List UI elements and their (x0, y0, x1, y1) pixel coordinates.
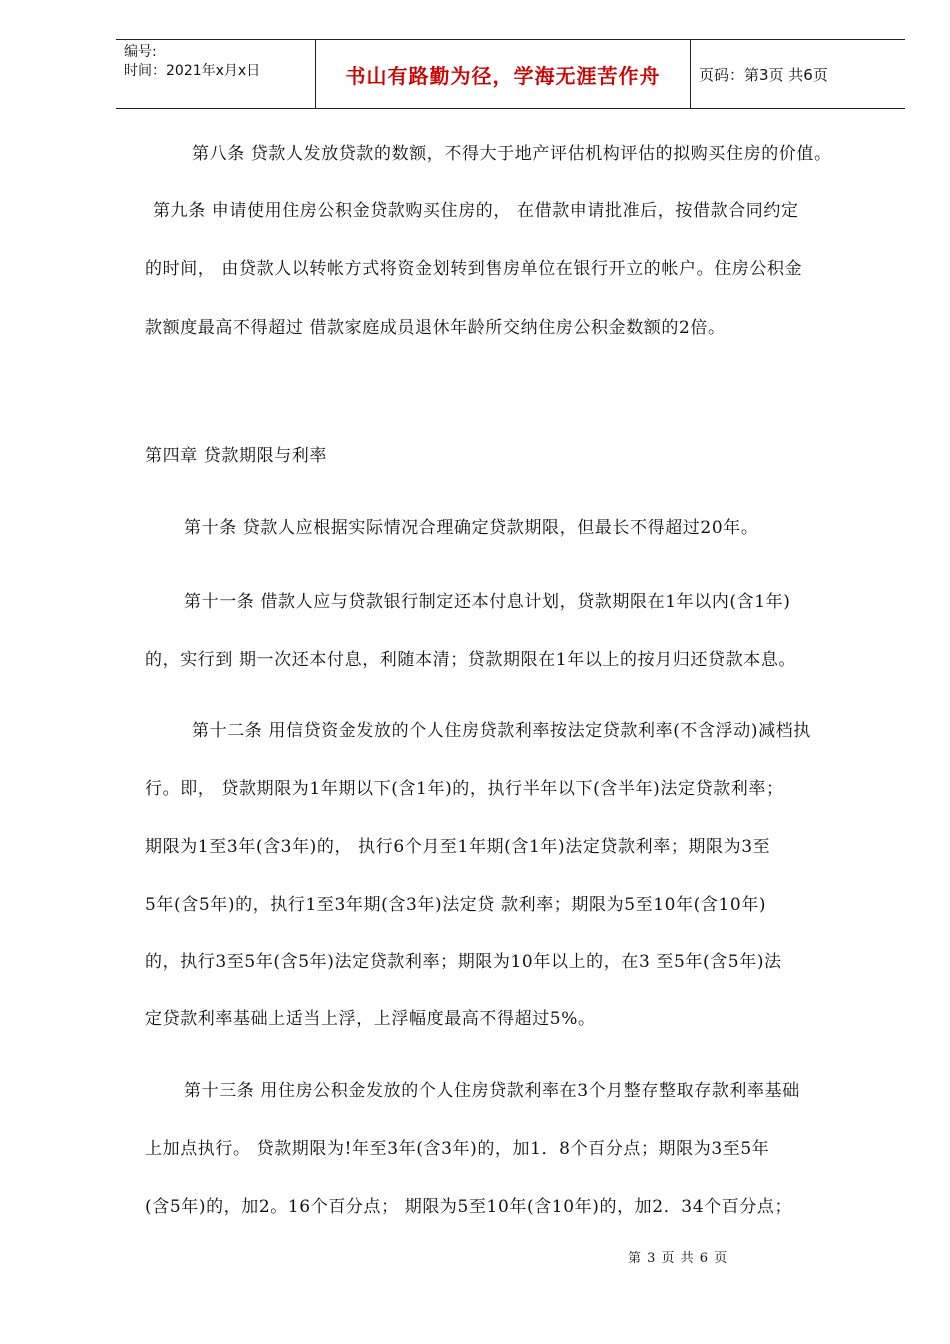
date-label: 时间：2021年x月x日 (124, 63, 261, 79)
header-page-info: 页码：第3页 共6页 (699, 65, 828, 84)
page-header (116, 39, 905, 109)
chapter-4-heading: 第四章 贷款期限与利率 (145, 446, 328, 466)
article-12-line-6: 定贷款利率基础上适当上浮，上浮幅度最高不得超过5%。 (145, 1009, 596, 1029)
article-11-line-2: 的，实行到 期一次还本付息，利随本清；贷款期限在1年以上的按月归还贷款本息。 (145, 650, 797, 670)
article-13-line-3: (含5年)的，加2。16个百分点； 期限为5至10年(含10年)的，加2．34个百分点； (145, 1197, 793, 1217)
article-9-line-2: 的时间， 由贷款人以转帐方式将资金划转到售房单位在银行开立的帐户。住房公积金 (145, 259, 803, 279)
article-9-line-1: 第九条 申请使用住房公积金贷款购买住房的， 在借款申请批准后，按借款合同约定 (153, 201, 799, 221)
article-12-line-4: 5年(含5年)的，执行1至3年期(含3年)法定贷 款利率；期限为5至10年(含10年) (145, 895, 767, 915)
article-12-line-2: 行。即， 贷款期限为1年期以下(含1年)的，执行半年以下(含半年)法定贷款利率； (145, 779, 784, 799)
article-13-line-2: 上加点执行。 贷款期限为!年至3年(含3年)的，加1．8个百分点；期限为3至5年 (145, 1139, 770, 1159)
article-12-line-1: 第十二条 用信贷资金发放的个人住房贷款利率按法定贷款利率(不含浮动)减档执 (192, 721, 811, 741)
header-motto: 书山有路勤为径，学海无涯苦作舟 (316, 40, 691, 108)
article-11-line-1: 第十一条 借款人应与贷款银行制定还本付息计划，贷款期限在1年以内(含1年) (184, 592, 791, 612)
article-8-line-1: 第八条 贷款人发放贷款的数额，不得大于地产评估机构评估的拟购买住房的价值。 (192, 144, 832, 164)
header-meta-cell (116, 40, 316, 108)
article-12-line-3: 期限为1至3年(含3年)的， 执行6个月至1年期(含1年)法定贷款利率；期限为3至 (145, 837, 771, 857)
article-13-line-1: 第十三条 用住房公积金发放的个人住房贷款利率在3个月整存整取存款利率基础 (184, 1081, 800, 1101)
page-footer: 第 3 页 共 6 页 (628, 1251, 729, 1266)
serial-number-label: 编号: (124, 44, 157, 60)
article-10-line-1: 第十条 贷款人应根据实际情况合理确定贷款期限，但最长不得超过20年。 (184, 518, 759, 538)
article-9-line-3: 款额度最高不得超过 借款家庭成员退休年龄所交纳住房公积金数额的2倍。 (145, 318, 726, 338)
article-12-line-5: 的，执行3至5年(含5年)法定贷款利率；期限为10年以上的，在3 至5年(含5年)法 (145, 952, 782, 972)
